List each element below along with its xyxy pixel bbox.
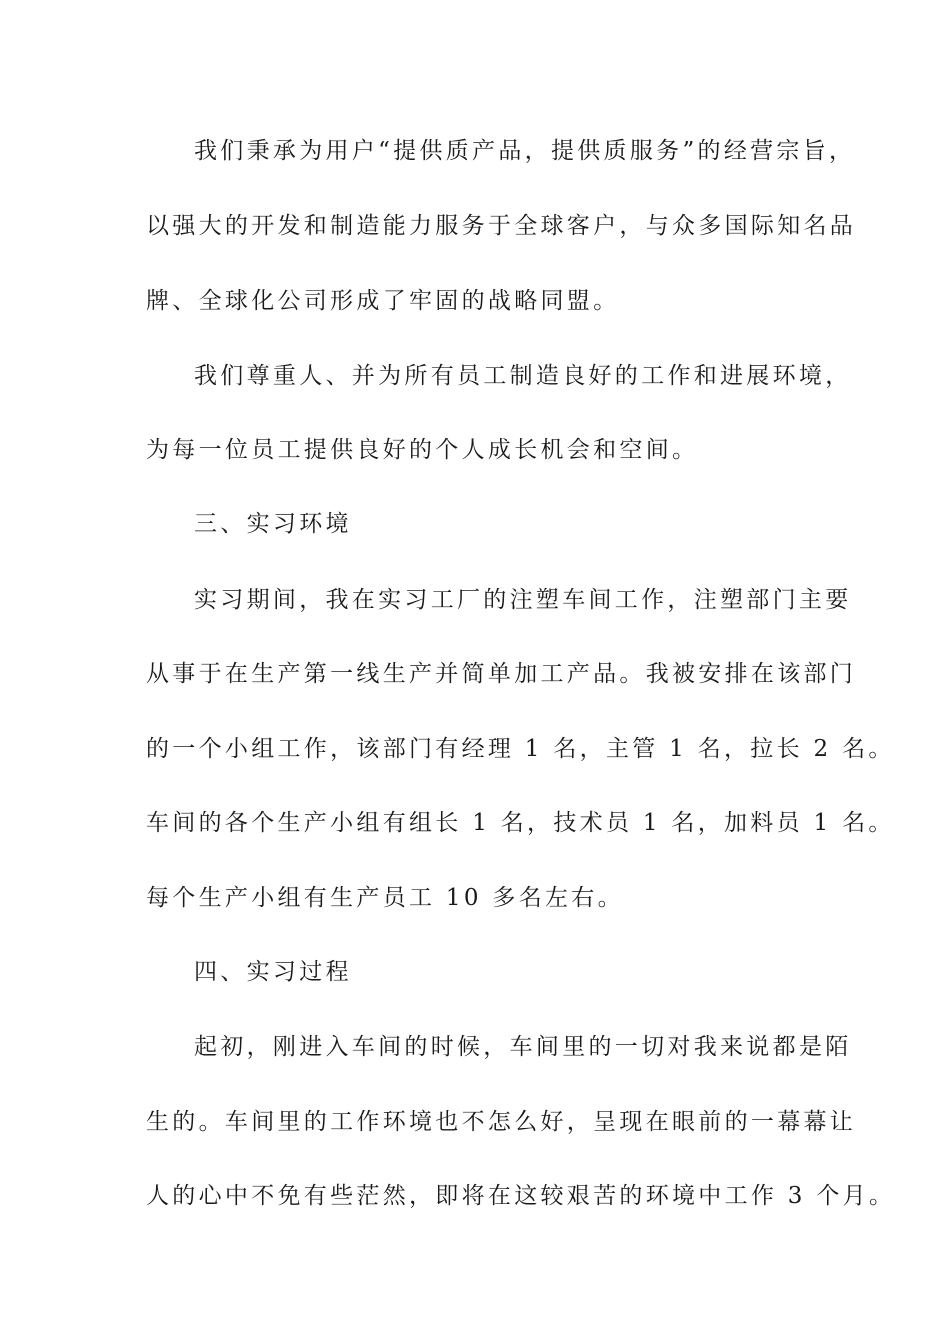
paragraph-line: 以强大的开发和制造能力服务于全球客户，与众多国际知名品 [146, 213, 857, 239]
paragraph-line: 人的心中不免有些茫然，即将在这较艰苦的环境中工作 3 个月。 [146, 1183, 896, 1209]
paragraph-line: 每个生产小组有生产员工 10 多名左右。 [146, 885, 624, 911]
paragraph-line: 从事于在生产第一线生产并简单加工产品。我被安排在该部门 [146, 661, 857, 687]
paragraph-line: 为每一位员工提供良好的个人成长机会和空间。 [146, 437, 699, 463]
paragraph-line: 车间的各个生产小组有组长 1 名，技术员 1 名，加料员 1 名。 [146, 810, 895, 836]
paragraph-line: 实习期间，我在实习工厂的注塑车间工作，注塑部门主要 [194, 587, 852, 613]
paragraph-line: 我们尊重人、并为所有员工制造良好的工作和进展环境， [194, 363, 852, 389]
paragraph-line: 牌、全球化公司形成了牢固的战略同盟。 [146, 288, 620, 314]
section-heading: 三、实习环境 [194, 511, 352, 537]
paragraph-line: 的一个小组工作，该部门有经理 1 名，主管 1 名，拉长 2 名。 [146, 736, 895, 762]
section-heading: 四、实习过程 [194, 959, 352, 985]
paragraph-line: 起初，刚进入车间的时候，车间里的一切对我来说都是陌 [194, 1034, 852, 1060]
paragraph-line: 生的。车间里的工作环境也不怎么好，呈现在眼前的一幕幕让 [146, 1109, 857, 1135]
paragraph-line: 我们秉承为用户“提供质产品，提供质服务”的经营宗旨， [194, 138, 856, 164]
